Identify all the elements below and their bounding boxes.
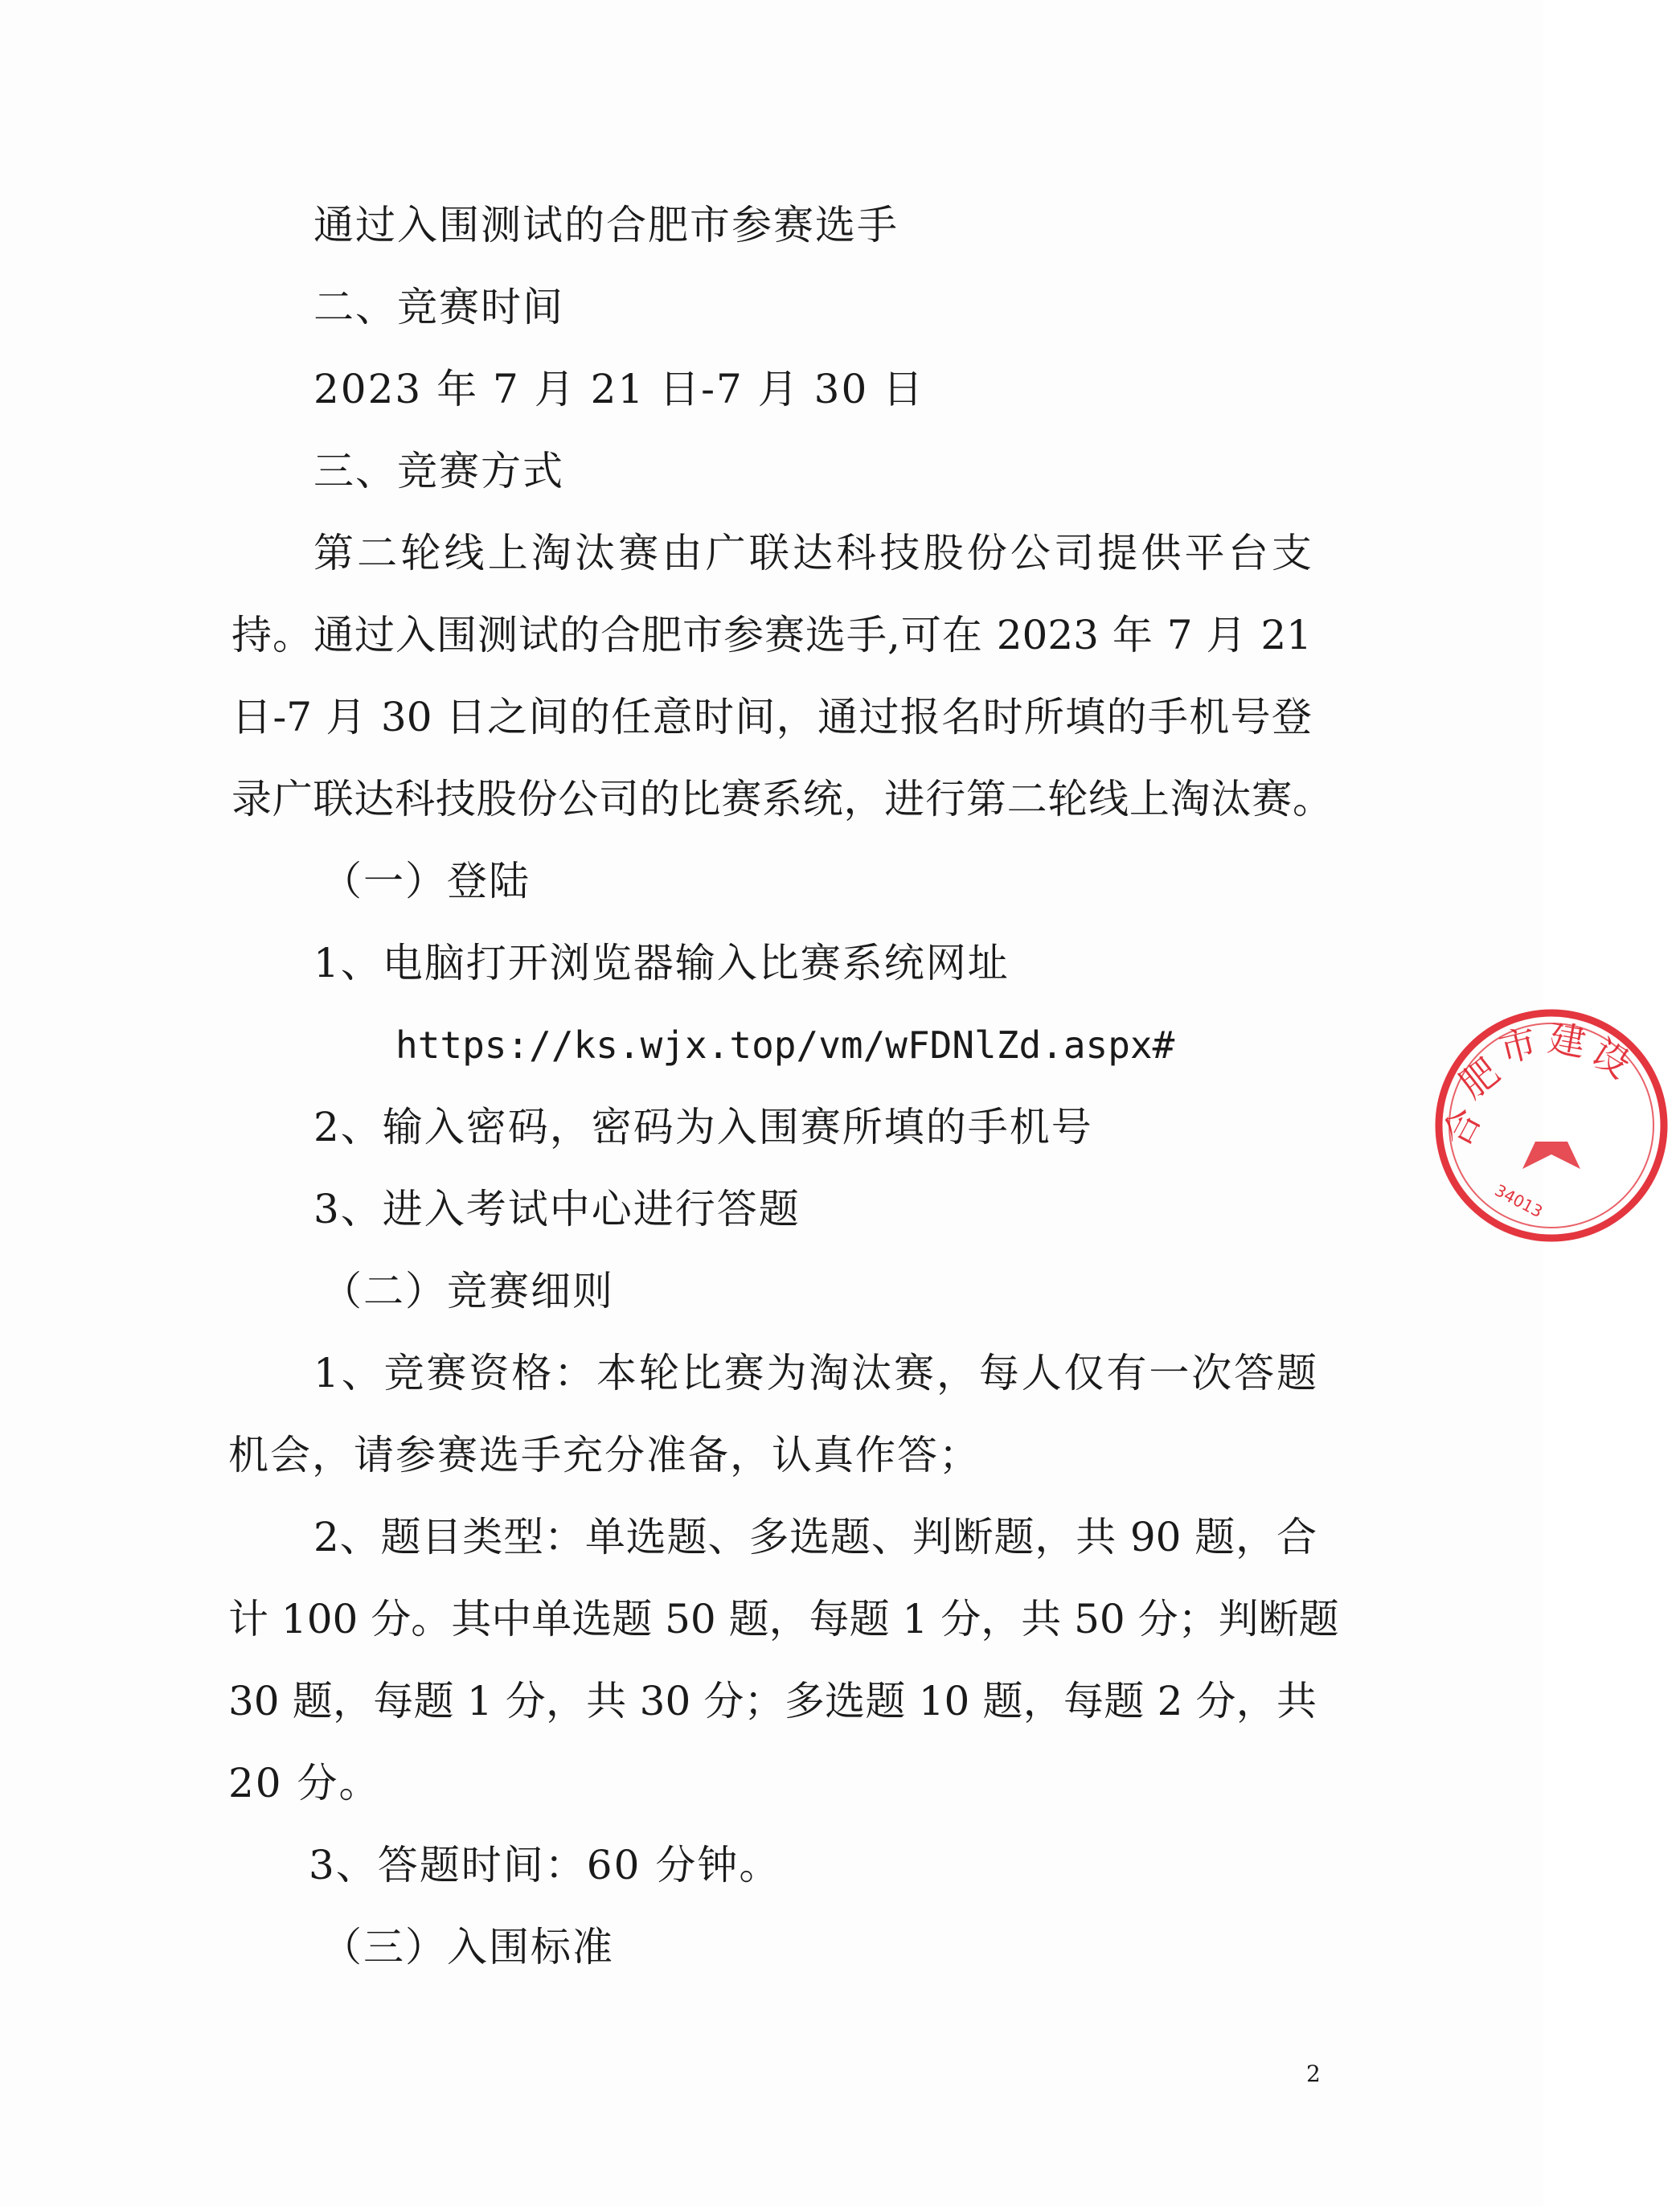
- svg-text:市: 市: [1494, 1020, 1542, 1072]
- system-url: https://ks.wjx.top/vm/wFDNlZd.aspx#: [395, 1023, 1175, 1067]
- paragraph-line: 1、竞赛资格：本轮比赛为淘汰赛，每人仅有一次答题: [313, 1350, 1317, 1396]
- paragraph-line: 持。通过入围测试的合肥市参赛选手,可在 2023 年 7 月 21: [232, 612, 1312, 658]
- text-line: 1、电脑打开浏览器输入比赛系统网址: [313, 940, 1010, 986]
- official-seal: [1423, 997, 1680, 1254]
- section-heading: 二、竞赛时间: [313, 284, 564, 330]
- section-heading: 三、竞赛方式: [313, 448, 564, 494]
- paragraph-line: 机会，请参赛选手充分准备，认真作答；: [228, 1432, 981, 1478]
- paragraph-line: 计 100 分。其中单选题 50 题，每题 1 分，共 50 分；判断题: [228, 1596, 1339, 1642]
- svg-text:建: 建: [1545, 1015, 1589, 1065]
- text-line: 通过入围测试的合肥市参赛选手: [313, 202, 899, 248]
- svg-text:合: 合: [1434, 1101, 1490, 1154]
- paragraph-line: 30 题，每题 1 分，共 30 分；多选题 10 题，每题 2 分，共: [228, 1678, 1317, 1724]
- paragraph-line: 录广联达科技股份公司的比赛系统，进行第二轮线上淘汰赛。: [232, 776, 1333, 822]
- text-line: 3、进入考试中心进行答题: [313, 1186, 801, 1232]
- subsection-heading: （二）竞赛细则: [322, 1268, 614, 1314]
- paragraph-line: 第二轮线上淘汰赛由广联达科技股份公司提供平台支: [313, 530, 1312, 576]
- paragraph-line: 日-7 月 30 日之间的任意时间，通过报名时所填的手机号登: [232, 694, 1312, 740]
- text-line: 2、输入密码，密码为入围赛所填的手机号: [313, 1104, 1093, 1150]
- subsection-heading: （一）登陆: [322, 858, 531, 904]
- svg-text:34013: 34013: [1491, 1180, 1547, 1222]
- svg-text:设: 设: [1584, 1030, 1638, 1087]
- paragraph-line: 2、题目类型：单选题、多选题、判断题，共 90 题，合: [313, 1514, 1317, 1560]
- subsection-heading: （三）入围标准: [322, 1924, 614, 1970]
- page-number: 2: [1306, 2060, 1321, 2087]
- text-line: 2023 年 7 月 21 日-7 月 30 日: [313, 366, 925, 412]
- text-line: 3、答题时间：60 分钟。: [309, 1842, 781, 1888]
- paragraph-line: 20 分。: [228, 1760, 381, 1806]
- svg-text:肥: 肥: [1451, 1049, 1508, 1107]
